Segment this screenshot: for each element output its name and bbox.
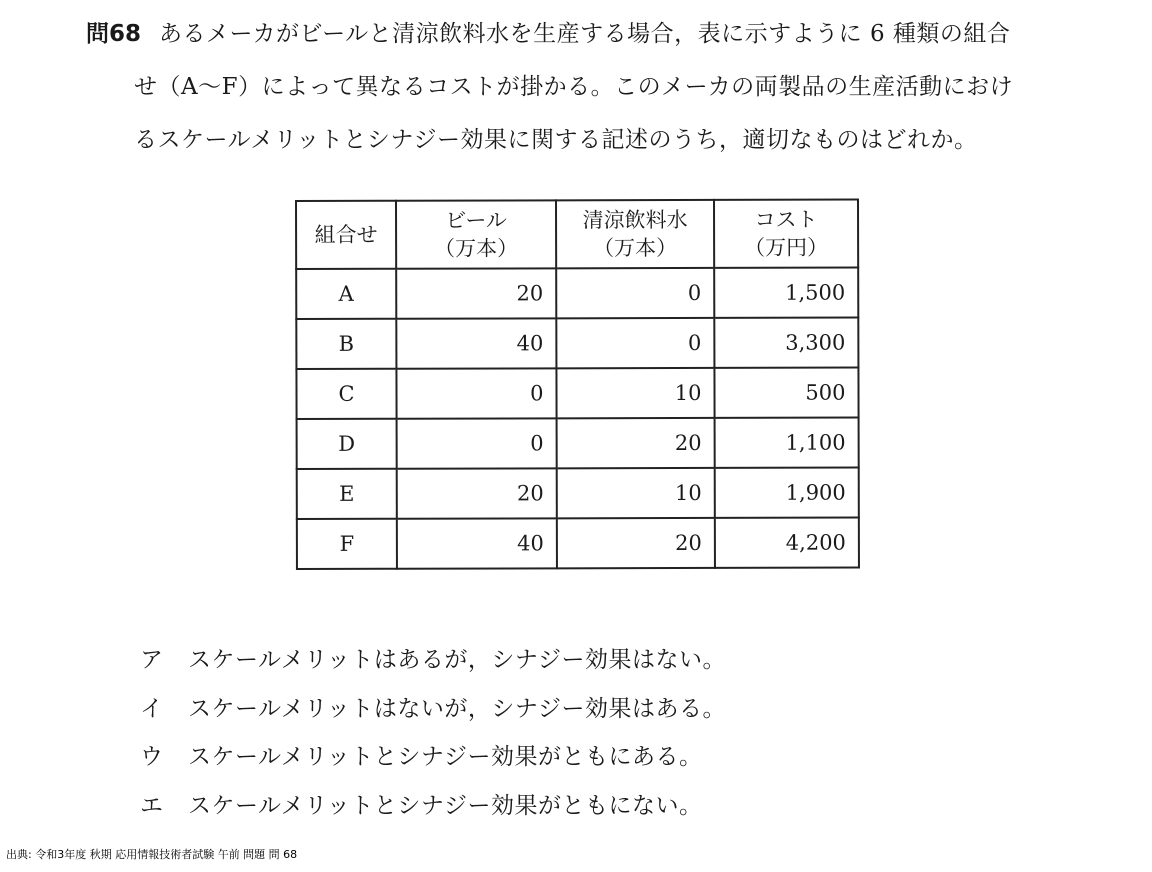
cell-soft-drink: 0 <box>556 318 714 368</box>
choice-e[interactable] <box>140 782 726 831</box>
choice-a-label: ア <box>140 647 164 673</box>
question-line-1 <box>86 8 1086 61</box>
question-text <box>86 8 1086 167</box>
cell-cost: 1,500 <box>714 268 858 318</box>
header-soft-drink-label: 清涼飲料水 <box>582 207 688 233</box>
table-row <box>297 518 859 569</box>
choice-u-text: スケールメリットとシナジー効果がともにある。 <box>188 744 703 770</box>
cell-beer: 20 <box>397 468 557 518</box>
choice-a-text: スケールメリットはあるが，シナジー効果はない。 <box>188 647 726 673</box>
question-line-3: るスケールメリットとシナジー効果に関する記述のうち，適切なものはどれか。 <box>134 127 978 153</box>
cell-soft-drink: 10 <box>556 368 714 418</box>
choice-u[interactable] <box>140 733 726 782</box>
header-cost-label: コスト <box>754 207 818 232</box>
cell-combo: F <box>297 519 397 569</box>
question-line-2: せ（A～F）によって異なるコストが掛かる。このメーカの両製品の生産活動におけ <box>134 74 1014 100</box>
choice-i[interactable] <box>140 685 726 734</box>
header-cost <box>714 200 858 268</box>
cell-soft-drink: 20 <box>557 418 715 468</box>
cell-cost: 1,900 <box>715 468 859 518</box>
choice-e-text: スケールメリットとシナジー効果がともにない。 <box>188 792 703 819</box>
cell-combo: B <box>296 319 396 369</box>
table-row <box>296 368 858 419</box>
choice-u-label: ウ <box>140 744 164 770</box>
choice-a[interactable] <box>140 636 726 685</box>
answer-choices <box>140 636 726 830</box>
header-beer <box>396 200 556 268</box>
table-row <box>297 468 859 519</box>
choice-i-text: スケールメリットはないが，シナジー効果はある。 <box>188 695 726 722</box>
cell-beer: 40 <box>397 518 557 568</box>
source-citation: 出典: 令和3年度 秋期 応用情報技術者試験 午前 問題 問 68 <box>6 848 298 861</box>
header-soft-drink-unit: （万本） <box>593 235 678 261</box>
header-combo-label: 組合せ <box>314 222 378 247</box>
cell-cost: 1,100 <box>715 418 859 468</box>
cell-combo: A <box>296 269 396 319</box>
cell-soft-drink: 10 <box>557 468 715 518</box>
header-combo <box>296 201 396 269</box>
cost-table <box>295 199 860 570</box>
cell-beer: 20 <box>396 268 556 318</box>
header-beer-unit: （万本） <box>434 236 519 261</box>
choice-e-label: エ <box>140 792 164 819</box>
cell-cost: 3,300 <box>714 318 858 368</box>
table-row <box>296 318 858 369</box>
cell-cost: 500 <box>714 368 858 418</box>
cell-combo: D <box>297 419 397 469</box>
cell-beer: 0 <box>397 418 557 468</box>
cell-soft-drink: 0 <box>556 268 714 318</box>
question-number: 問68 <box>86 21 142 47</box>
cell-cost: 4,200 <box>715 518 859 568</box>
choice-i-label: イ <box>140 695 164 722</box>
cell-soft-drink: 20 <box>557 518 715 568</box>
cell-combo: C <box>296 369 396 419</box>
header-beer-label: ビール <box>445 208 507 233</box>
header-soft-drink <box>556 200 714 268</box>
cell-combo: E <box>297 469 397 519</box>
table-row <box>297 418 859 469</box>
header-cost-unit: （万円） <box>744 235 829 260</box>
cell-beer: 40 <box>396 318 556 368</box>
table-header-row <box>296 200 858 269</box>
cell-beer: 0 <box>396 368 556 418</box>
table-row <box>296 268 858 319</box>
question-line-1-text: あるメーカがビールと清涼飲料水を生産する場合，表に示すように 6 種類の組合 <box>159 21 1011 47</box>
